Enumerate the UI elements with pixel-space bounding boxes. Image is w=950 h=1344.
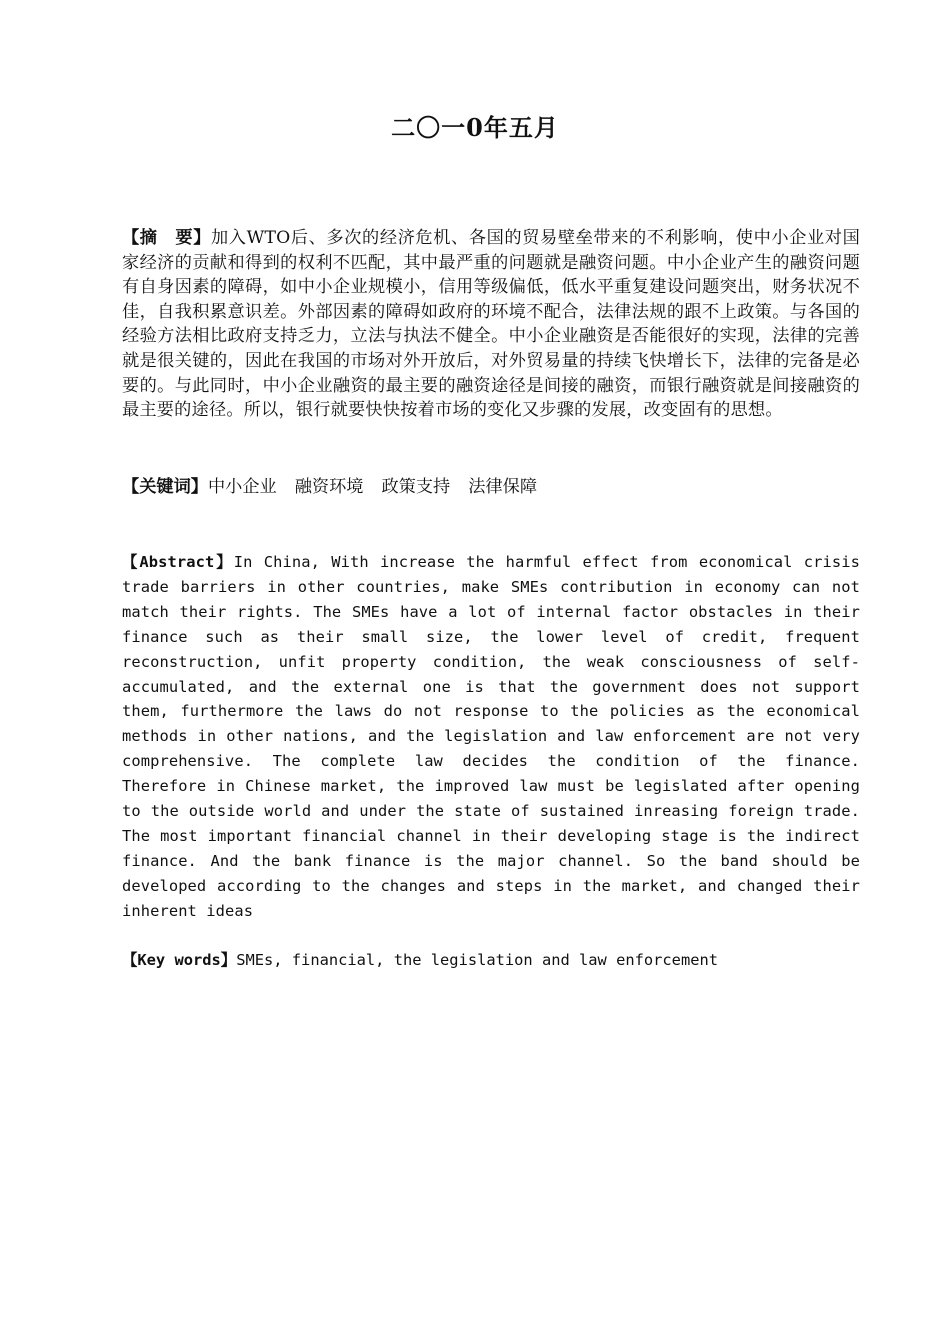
chinese-abstract-label: 【摘 要】 xyxy=(122,228,211,248)
keyword-item: 中小企业 xyxy=(207,477,277,497)
english-abstract xyxy=(122,550,860,924)
keyword-item: 政策支持 xyxy=(381,477,451,497)
chinese-keywords xyxy=(122,475,860,500)
date-title: 二〇一0年五月 xyxy=(391,113,559,142)
chinese-abstract xyxy=(122,226,860,423)
english-keywords-label: 【Key words】 xyxy=(122,951,237,969)
keyword-item: 融资环境 xyxy=(294,477,364,497)
keyword-item: 法律保障 xyxy=(468,477,538,497)
english-keywords xyxy=(122,948,860,973)
english-keywords-text: SMEs, financial, the legislation and law enforcement xyxy=(236,951,719,969)
chinese-abstract-text: 加入WTO后、多次的经济危机、各国的贸易壁垒带来的不利影响，使中小企业对国家经济的贡献和得到的权利不匹配，其中最严重的问题就是融资问题。中小企业产生的融资问题有自身因素的障碍，如中小企业规模小，信用等级偏低，低水平重复建设问题突出，财务状况不佳，自我积累意识差。外部因素的障碍如政府的环境不配合，法律法规的跟不上政策。与各国的经验方法相比政府支持乏力，立法与执法不健全。中小企业融资是否能很好的实现，法律的完善就是很关键的，因此在我国的市场对外开放后，对外贸易量的持续飞快增长下，法律的完备是必要的。与此同时，中小企业融资的最主要的融资途径是间接的融资，而银行融资就是间接融资的最主要的途径。所以，银行就要快快按着市场的变化又步骤的发展，改变固有的思想。 xyxy=(122,228,860,421)
english-abstract-label: 【Abstract】 xyxy=(122,553,234,571)
english-abstract-text: In China, With increase the harmful effect from economical crisis trade barriers in other countries, make SMEs contribution in economy can not match their rights. The SMEs have a lot of internal factor obstacles in their finance such as their small size, the lower level of credit, frequent reconstruction, unfit property condition, the weak consciousness of self-accumulated, and the external one is that the government does not support them, furthermore the laws do not response to the policies as the economical methods in other nations, and the legislation and law enforcement are not very comprehensive. The complete law decides the condition of the finance. Therefore in Chinese market, the improved law must be legislated after opening to the outside world and under the state of sustained inreasing foreign trade. The most important financial channel in their developing stage is the indirect finance. And the bank finance is the major channel. So the band should be developed according to the changes and steps in the market, and changed their inherent ideas xyxy=(122,553,860,920)
chinese-keywords-label: 【关键词】 xyxy=(122,477,208,497)
